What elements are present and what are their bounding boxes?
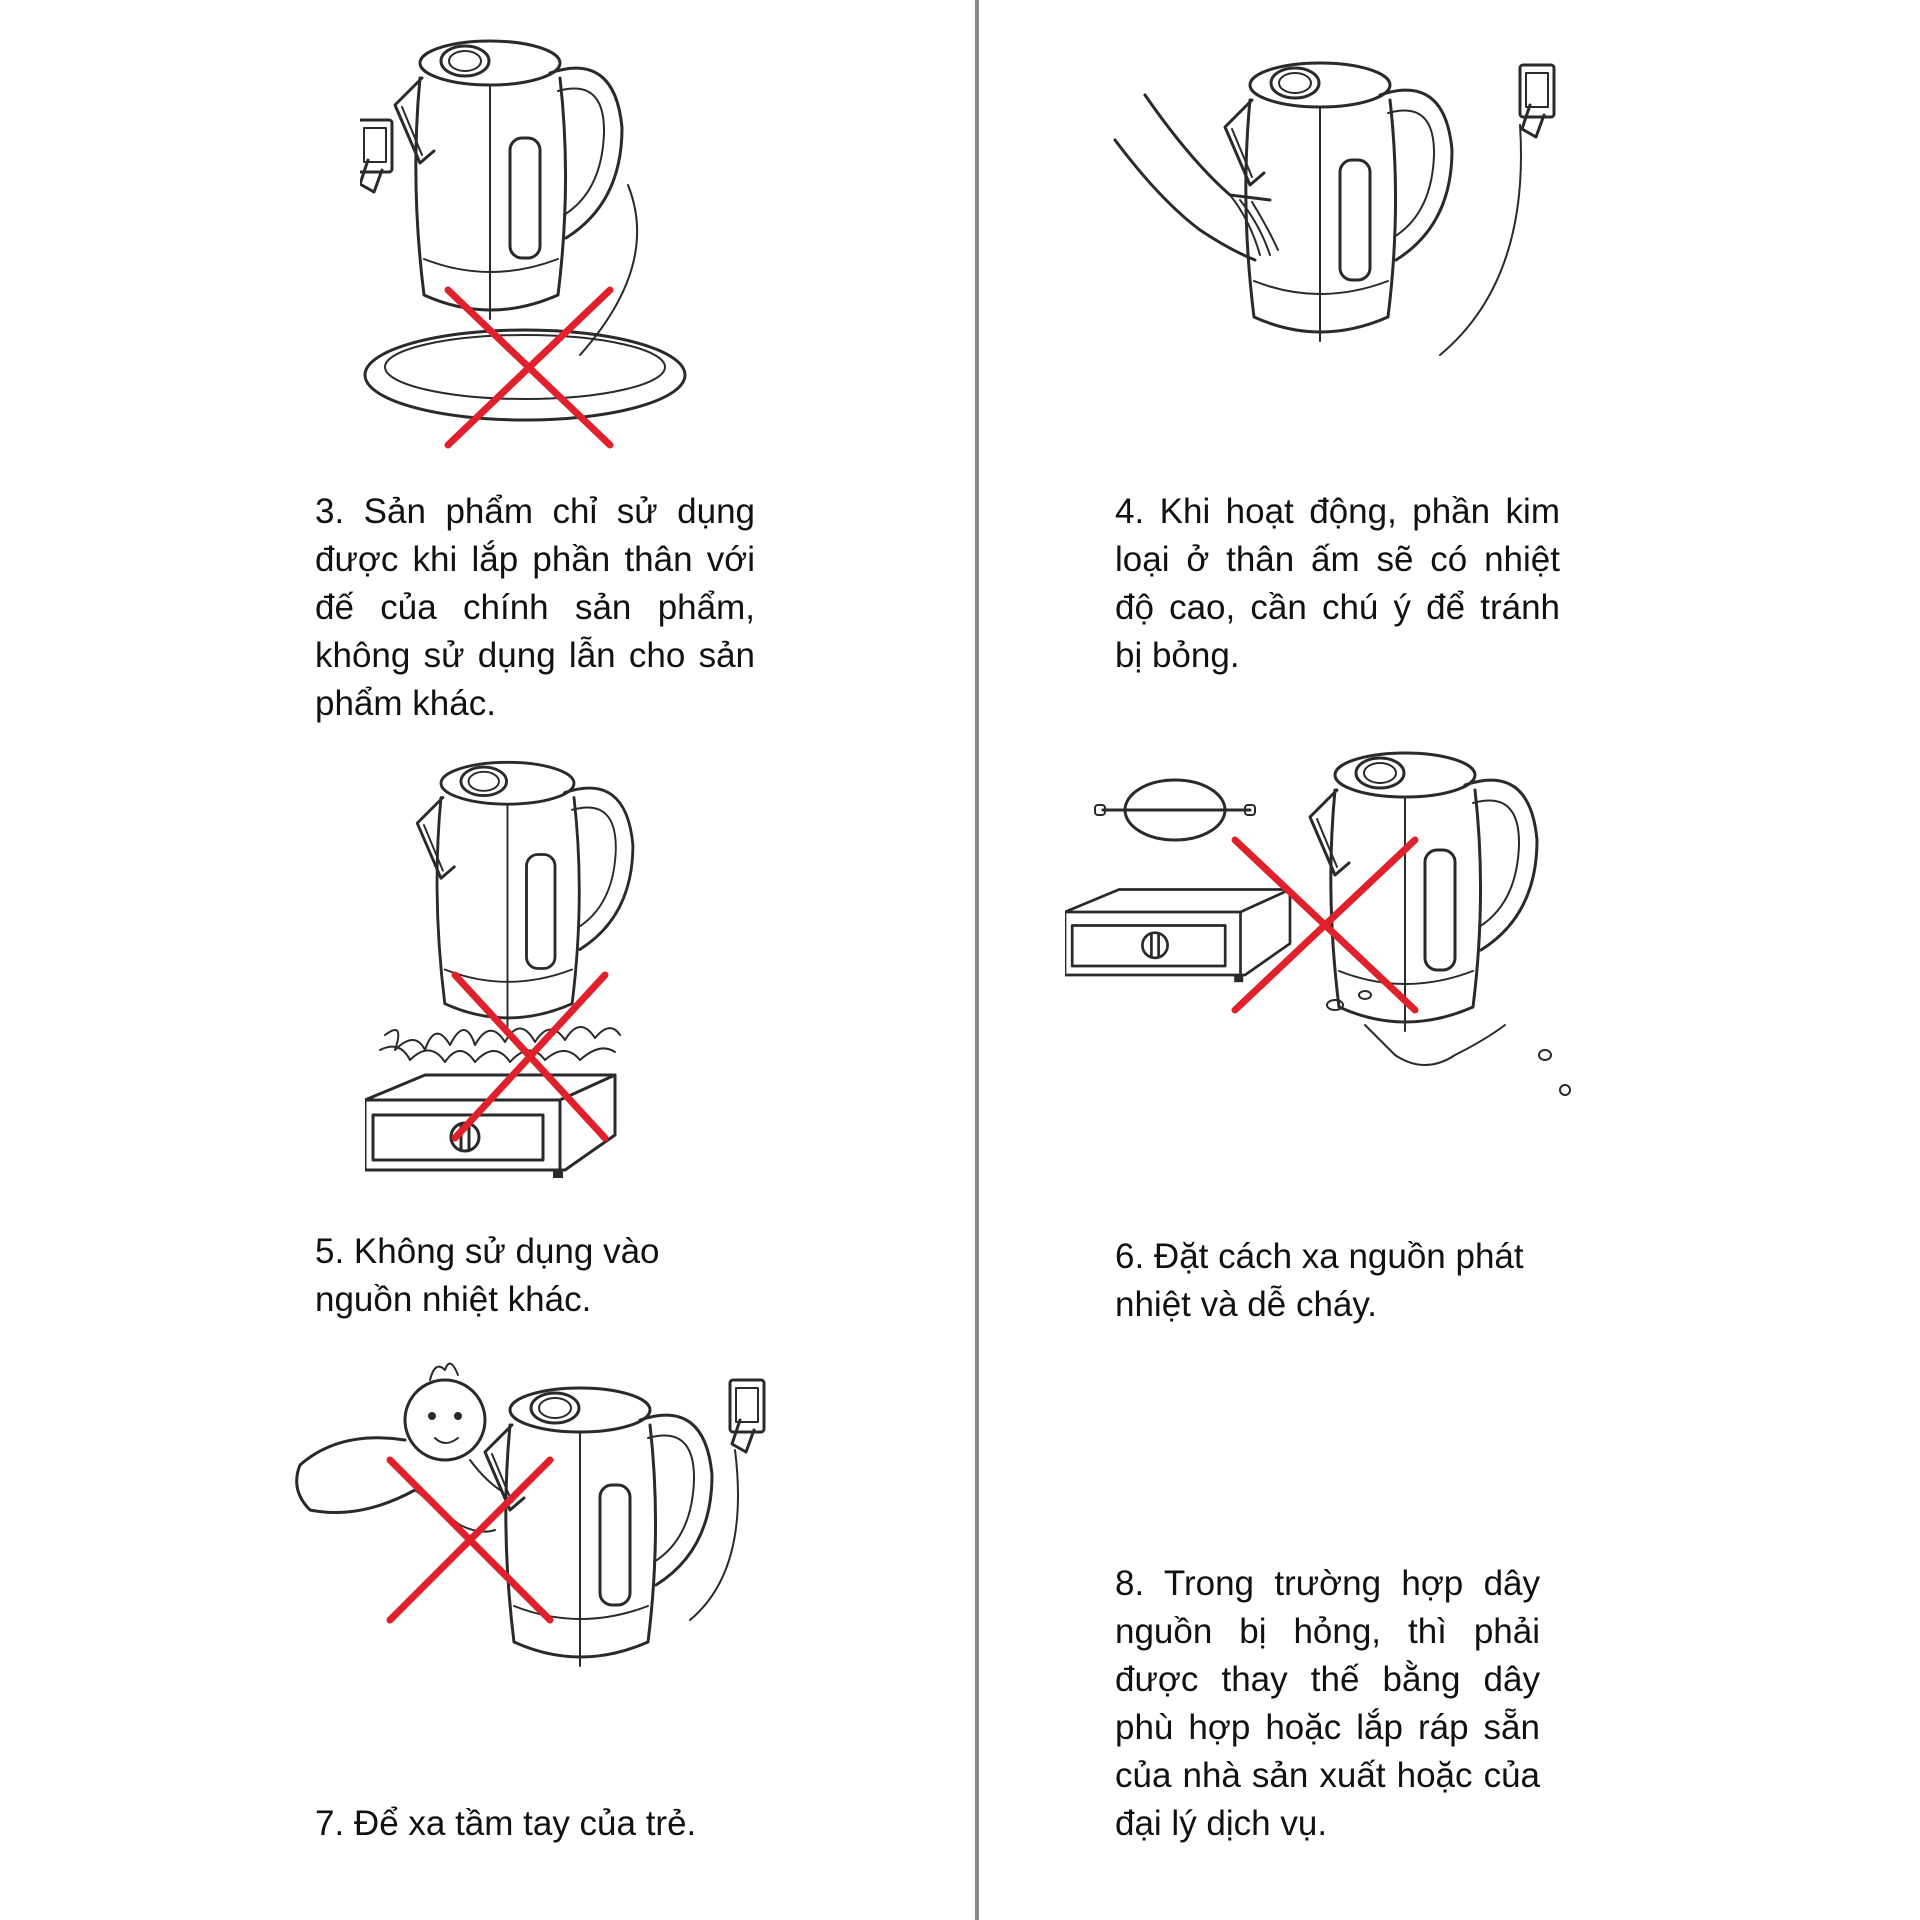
illustration-kettle-on-base [360, 25, 690, 465]
pot-icon [1095, 780, 1255, 840]
instruction-3-text: 3. Sản phẩm chỉ sử dụng được khi lắp phần thân với đế của chính sản phẩm, không sử dụng lẫn cho sản phẩm khác. [315, 492, 755, 723]
flame-icon [380, 1027, 620, 1062]
instruction-8-text: 8. Trong trường hợp dây nguồn bị hỏng, thì phải được thay thế bằng dây phù hợp hoặc lắp ráp sẵn của nhà sản xuất hoặc của đại lý dịch vụ. [1115, 1564, 1540, 1843]
instruction-5-text: 5. Không sử dụng vào nguồn nhiệt khác. [315, 1232, 660, 1319]
illustration-kettle-near-stove [1065, 745, 1585, 1105]
baby-icon [297, 1364, 500, 1532]
instruction-4-text: 4. Khi hoạt động, phần kim loại ở thân ấm sẽ có nhiệt độ cao, cần chú ý để tránh bị bỏng. [1115, 492, 1560, 675]
water-splash-icon [1327, 991, 1570, 1095]
column-divider [975, 0, 979, 1920]
illustration-hand-touching-kettle [1110, 50, 1570, 420]
warning-x-mark-icon [1235, 840, 1415, 1010]
warning-x-mark-icon [448, 290, 610, 445]
warning-x-mark-icon [390, 1460, 550, 1620]
instruction-7-text: 7. Để xa tầm tay của trẻ. [315, 1804, 697, 1843]
hand-icon [1115, 95, 1278, 260]
illustration-kettle-on-gas-stove [365, 750, 665, 1190]
illustration-baby-near-kettle [280, 1350, 770, 1710]
instruction-6-text: 6. Đặt cách xa nguồn phát nhiệt và dễ cháy. [1115, 1237, 1524, 1324]
